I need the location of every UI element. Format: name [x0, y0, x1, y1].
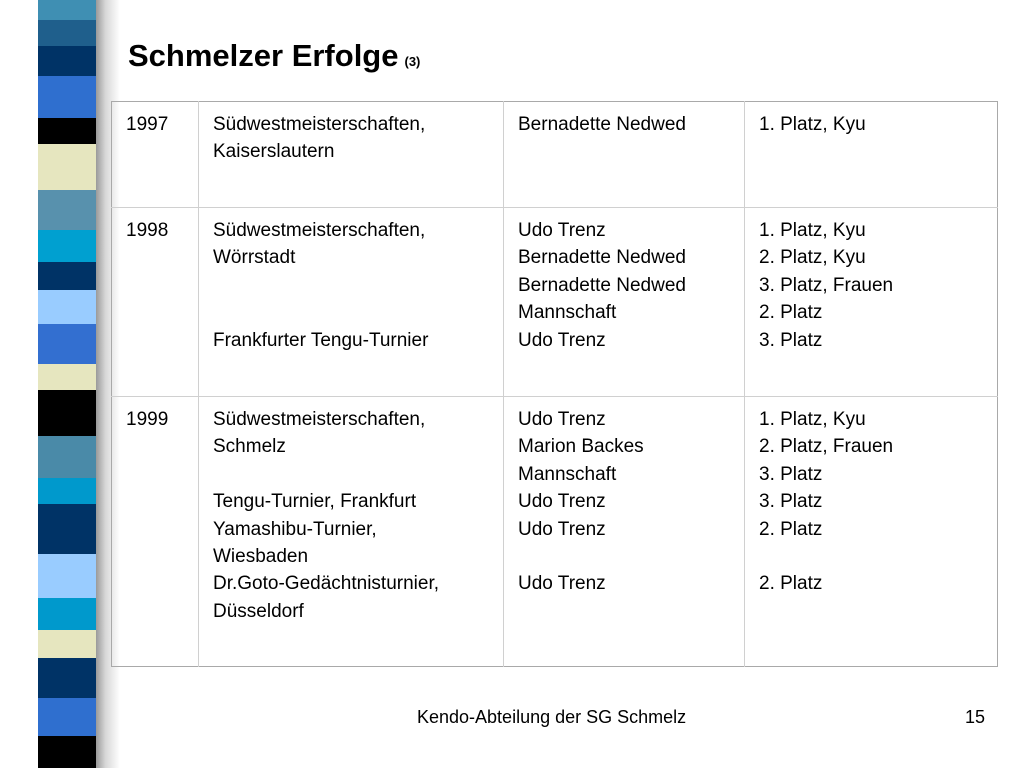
stripe-block: [38, 630, 96, 658]
stripe-block: [38, 554, 96, 598]
stripe-block: [38, 190, 96, 230]
stripe-block: [38, 118, 96, 144]
result-cell: 1. Platz, Kyu 2. Platz, Frauen 3. Platz 3. Platz 2. Platz 2. Platz: [745, 397, 998, 667]
slide-footer: [0, 707, 1024, 731]
event-cell: Südwestmeisterschaften, Wörrstadt Frankfurter Tengu-Turnier: [199, 208, 504, 397]
table-row: [112, 397, 998, 667]
slide-title-text: Schmelzer Erfolge: [128, 38, 399, 73]
stripe-block: [38, 364, 96, 390]
stripe-block: [38, 230, 96, 262]
result-cell: 1. Platz, Kyu: [745, 102, 998, 208]
stripe-block: [38, 290, 96, 324]
event-cell: Südwestmeisterschaften, Kaiserslautern: [199, 102, 504, 208]
stripe-block: [38, 598, 96, 630]
footer-text: Kendo-Abteilung der SG Schmelz: [417, 707, 687, 727]
stripe-block: [38, 504, 96, 554]
year-cell: 1998: [112, 208, 199, 397]
stripe-block: [38, 658, 96, 698]
table-row: [112, 208, 998, 397]
page-number: 15: [965, 707, 986, 727]
stripe-block: [38, 262, 96, 290]
stripe-block: [38, 436, 96, 478]
stripe-block: [38, 144, 96, 190]
decorative-stripe-bar: [0, 0, 120, 768]
stripe-block: [38, 390, 96, 436]
stripe-block: [38, 0, 96, 20]
name-cell: Bernadette Nedwed: [504, 102, 745, 208]
name-cell: Udo Trenz Bernadette Nedwed Bernadette Nedwed Mannschaft Udo Trenz: [504, 208, 745, 397]
results-table: [111, 101, 998, 667]
event-cell: Südwestmeisterschaften, Schmelz Tengu-Turnier, Frankfurt Yamashibu-Turnier, Wiesbaden Dr.Goto-Gedächtnisturnier, Düsseldorf: [199, 397, 504, 667]
table-row: [112, 102, 998, 208]
stripe-block: [38, 324, 96, 364]
name-cell: Udo Trenz Marion Backes Mannschaft Udo Trenz Udo Trenz Udo Trenz: [504, 397, 745, 667]
year-cell: 1997: [126, 114, 169, 135]
slide-title: [128, 38, 420, 74]
stripe-block: [38, 76, 96, 118]
stripe-block: [38, 20, 96, 46]
stripe-block: [38, 736, 96, 768]
result-cell: 1. Platz, Kyu 2. Platz, Kyu 3. Platz, Frauen 2. Platz 3. Platz: [745, 208, 998, 397]
stripe-block: [38, 46, 96, 76]
slide-title-suffix: (3): [404, 54, 421, 69]
stripe-block: [38, 478, 96, 504]
year-cell: 1999: [112, 397, 199, 667]
